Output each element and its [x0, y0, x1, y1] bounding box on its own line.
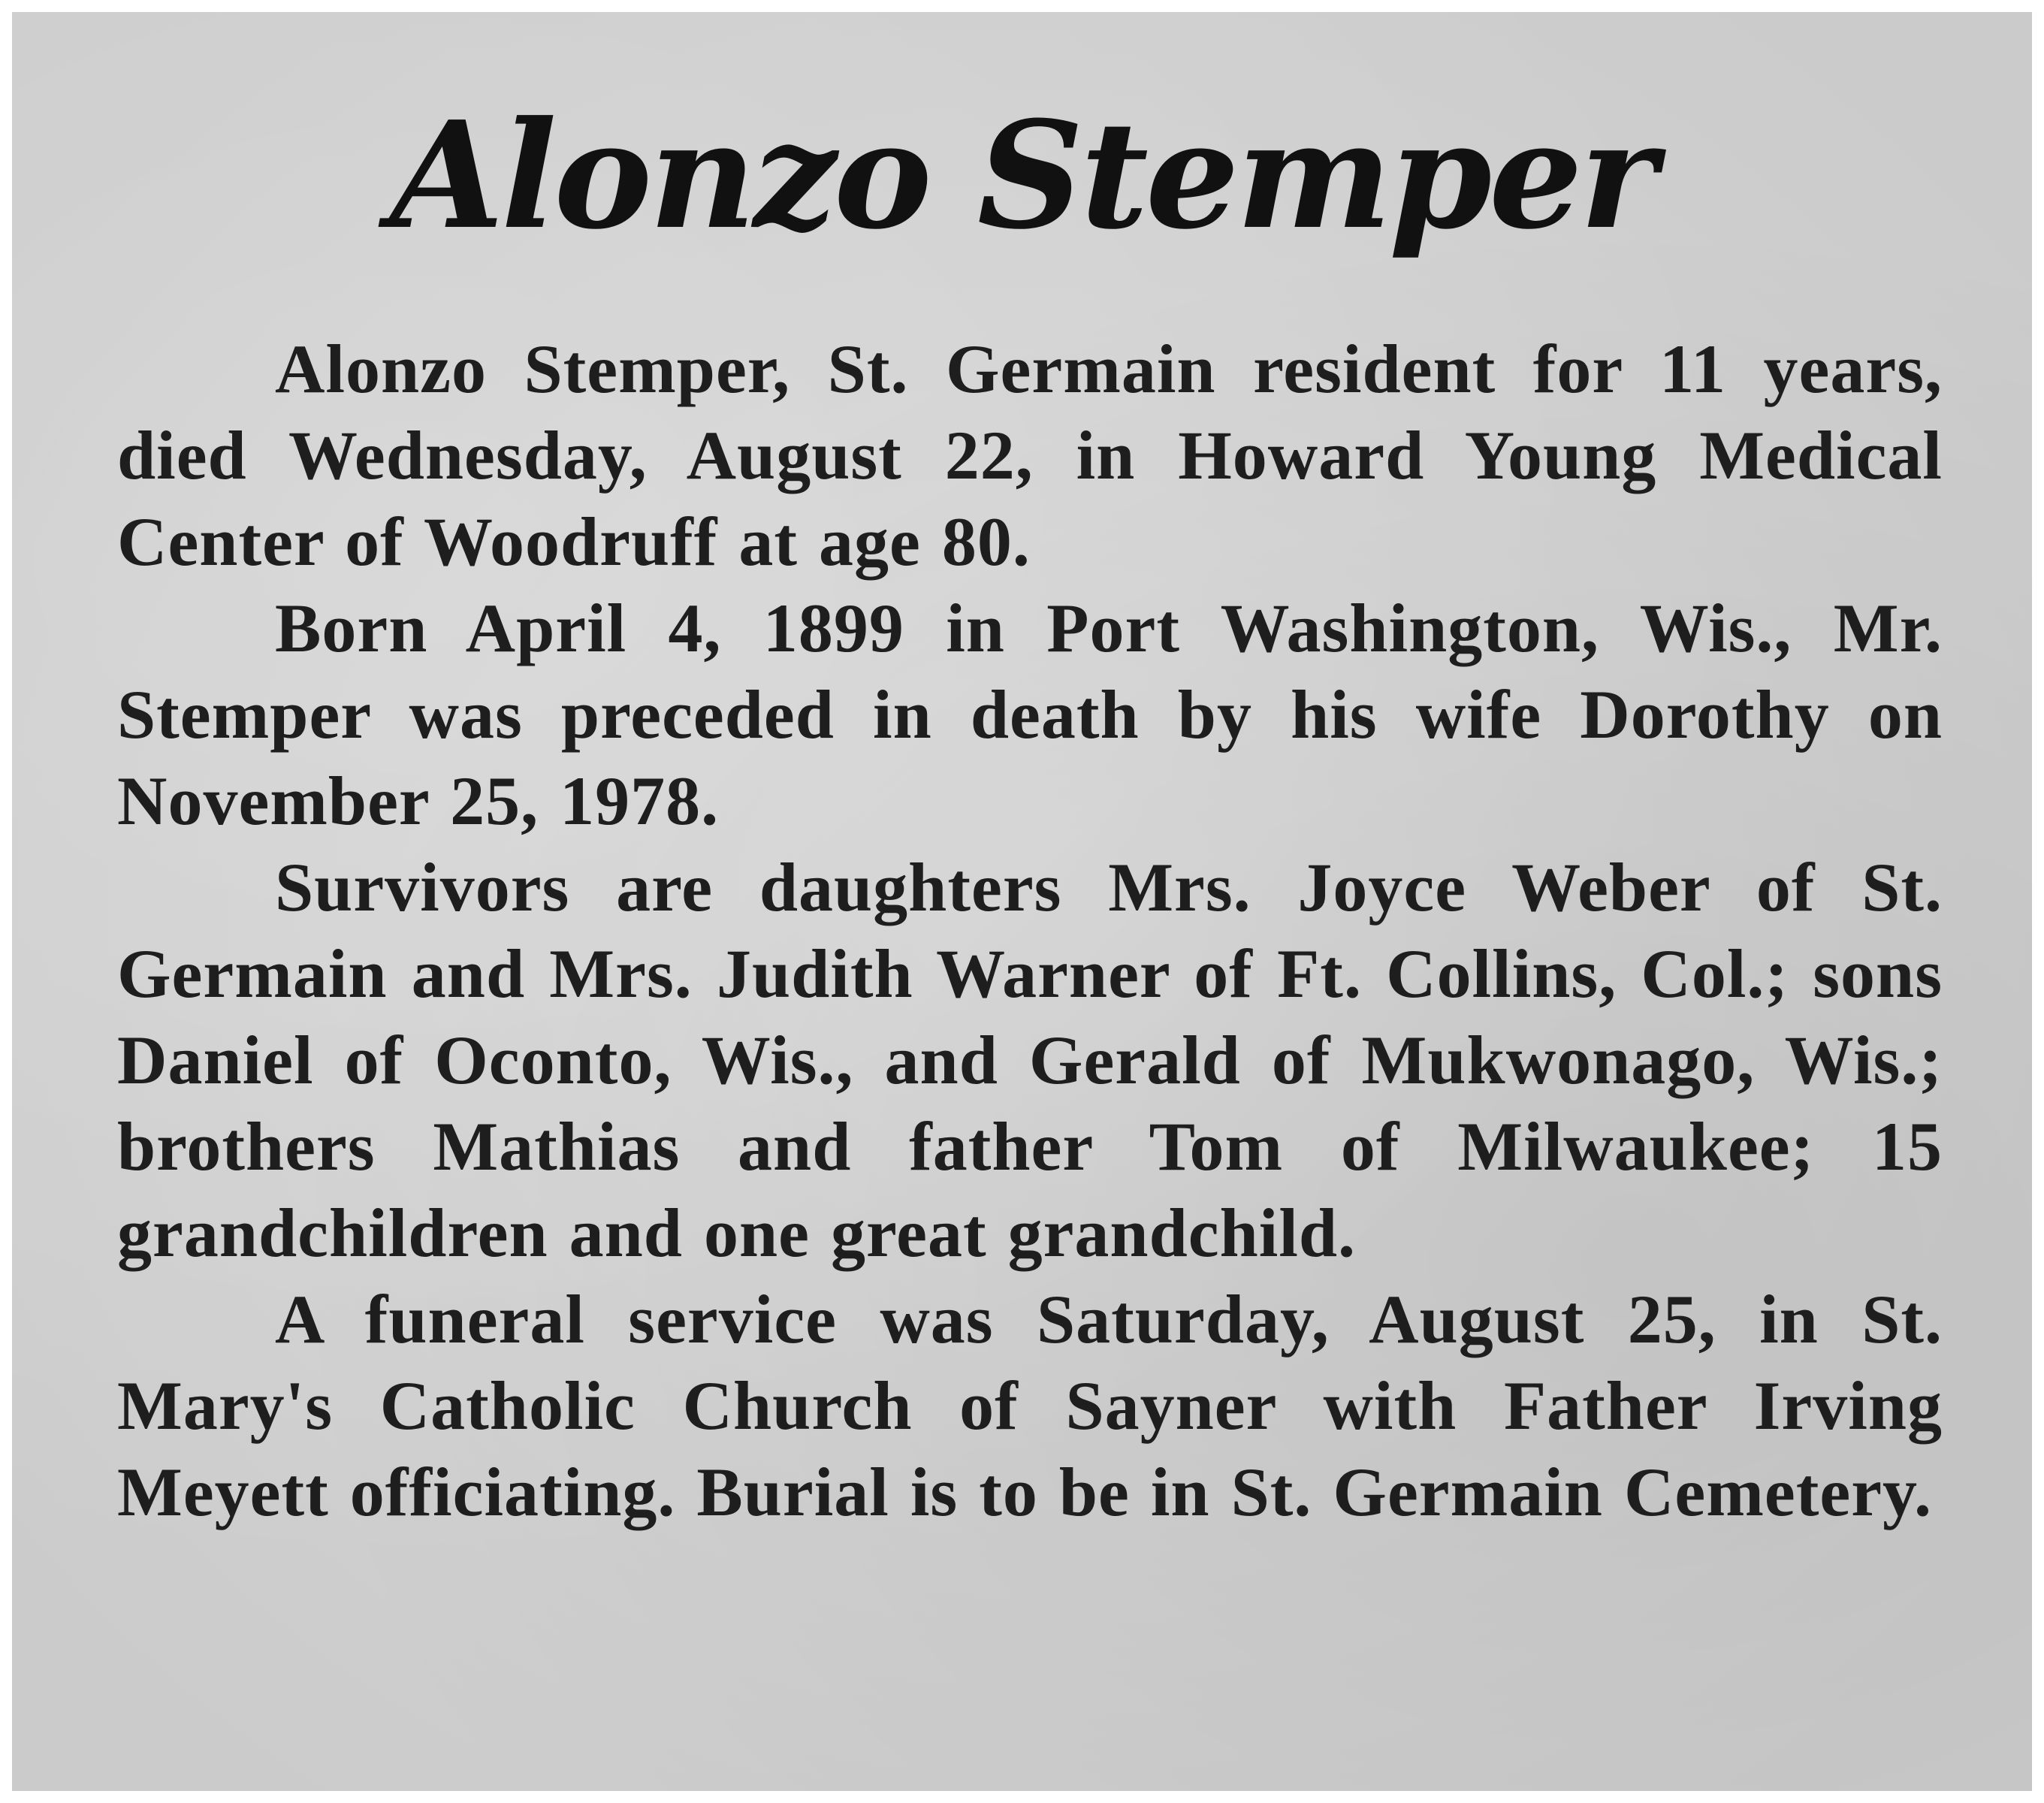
- newspaper-clipping: [12, 12, 2032, 1791]
- obituary-body: [117, 326, 1943, 1536]
- obituary-headline: Alonzo Stemper: [389, 89, 1655, 262]
- paragraph-funeral-service: A funeral service was Saturday, August 25, in St. Mary's Catholic Church of Sayner with Father Irving Meyett officiating. Burial is to be in St. Germain Cemetery.: [117, 1281, 1943, 1530]
- paragraph-birth-and-spouse: Born April 4, 1899 in Port Washington, Wis., Mr. Stemper was preceded in death by his wife Dorothy on November 25, 1978.: [117, 590, 1943, 839]
- paragraph-survivors: Survivors are daughters Mrs. Joyce Weber of St. Germain and Mrs. Judith Warner of Ft. Collins, Col.; sons Daniel of Oconto, Wis., and Gerald of Mukwonago, Wis.; brothers Mathias and father Tom of Milwaukee; 15 grandchildren and one great grandchild.: [117, 849, 1943, 1271]
- paragraph-death-notice: Alonzo Stemper, St. Germain resident for 11 years, died Wednesday, August 22, in Howard Young Medical Center of Woodruff at age 80.: [117, 331, 1943, 580]
